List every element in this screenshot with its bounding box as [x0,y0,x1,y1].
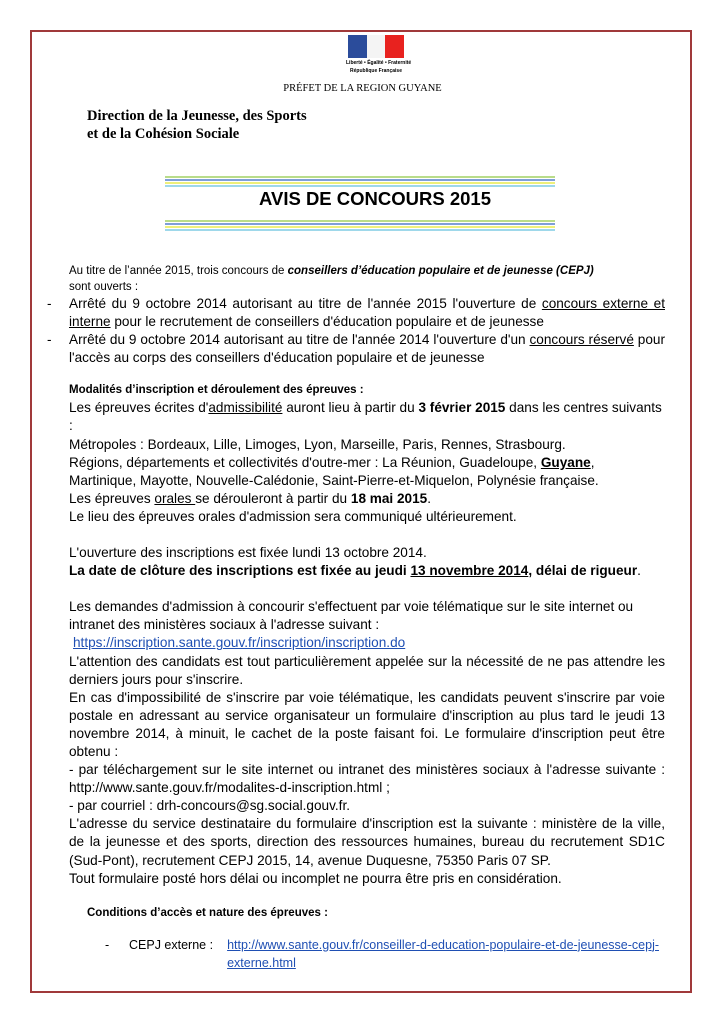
paragraph: L'attention des candidats est tout particulièrement appelée sur la nécessité de ne pas attendre les derniers jours pour s'inscrire. [69,653,665,687]
paragraph: L'adresse du service destinataire du formulaire d'inscription est la suivante : ministère de la ville, de la jeunesse et des sports, direction des ressources humaines, bureau du recrutement SD1C (Sud-Pont), recrutement CEPJ 2015, 14, avenue Duquesne, 75350 Paris 07 SP. [69,816,665,868]
prefet-heading: PRÉFET DE LA REGION GUYANE [283,83,442,94]
paragraph: Les demandes d'admission à concourir s'effectuent par voie télématique sur le site internet ou intranet des ministères sociaux à l'adresse suivant : [69,599,634,633]
decorative-stripes-top [165,176,555,188]
paragraph: - par téléchargement sur le site internet ou intranet des ministères sociaux à l'adresse suivante : http://www.sante.gouv.fr/modalites-d-inscription.html ; [69,762,665,796]
paragraph: Le lieu des épreuves orales d'admission sera communiqué ultérieurement. [69,508,517,524]
paragraph: - par courriel : drh-concours@sg.social.gouv.fr. [69,798,351,814]
paragraph: En cas d'impossibilité de s'inscrire par voie télématique, les candidats peuvent s'inscrire par voie postale en adressant au service organisateur un formulaire d'inscription au plus tard le jeudi 13 novembre 2014, à minuit, le cachet de la poste faisant foi. Le formulaire d'inscription peut être obtenu : [69,689,665,759]
paragraph: Métropoles : Bordeaux, Lille, Limoges, Lyon, Marseille, Paris, Rennes, Strasbourg. [69,436,566,452]
bullet-item [69,936,665,972]
bullet-dash: - [105,937,110,952]
paragraph: Régions, départements et collectivités d'outre-mer : La Réunion, Guadeloupe, Guyane, Martinique, Mayotte, Nouvelle-Calédonie, Saint-Pierre-et-Miquelon, Polynésie française. [69,454,599,488]
bullet-item: - Arrêté du 9 octobre 2014 autorisant au titre de l'année 2015 l'ouverture de concours externe et interne pour le recrutement de conseillers d'éducation populaire et de jeunesse [47,296,665,330]
republique-francaise-logo: Liberté • Égalité • Fraternité République Française [346,35,406,79]
bullet-item: - Arrêté du 9 octobre 2014 autorisant au titre de l'année 2014 l'ouverture d'un concours réservé pour l'accès au corps des conseillers d'éducation populaire et de jeunesse [47,332,665,366]
cepj-externe-label: CEPJ externe : [129,937,214,952]
paragraph: L'ouverture des inscriptions est fixée lundi 13 octobre 2014. [69,545,427,561]
paragraph: Tout formulaire posté hors délai ou incomplet ne pourra être pris en considération. [69,870,562,886]
document-body [47,263,665,972]
paragraph: La date de clôture des inscriptions est fixée au jeudi 13 novembre 2014, délai de rigueur. [69,563,641,579]
decorative-stripes-bottom [165,220,555,232]
conditions-heading: Conditions d’accès et nature des épreuves : [87,906,328,919]
inscription-link[interactable]: https://inscription.sante.gouv.fr/inscription/inscription.do [73,635,406,651]
paragraph: Les épreuves écrites d'admissibilité auront lieu à partir du 3 février 2015 dans les centres suivants : [69,400,662,434]
cepj-externe-link[interactable]: http://www.sante.gouv.fr/conseiller-d-education-populaire-et-de-jeunesse-cepj-externe.html [227,937,660,970]
paragraph: Les épreuves orales se dérouleront à partir du 18 mai 2015. [69,490,432,506]
intro: Au titre de l’année 2015, trois concours de conseillers d’éducation populaire et de jeunesse (CEPJ) sont ouverts : [69,265,594,293]
modalites-heading: Modalités d’inscription et déroulement des épreuves : [69,384,364,397]
direction-heading: Direction de la Jeunesse, des Sports et de la Cohésion Sociale [87,108,307,142]
page-title: AVIS DE CONCOURS 2015 [259,188,491,209]
